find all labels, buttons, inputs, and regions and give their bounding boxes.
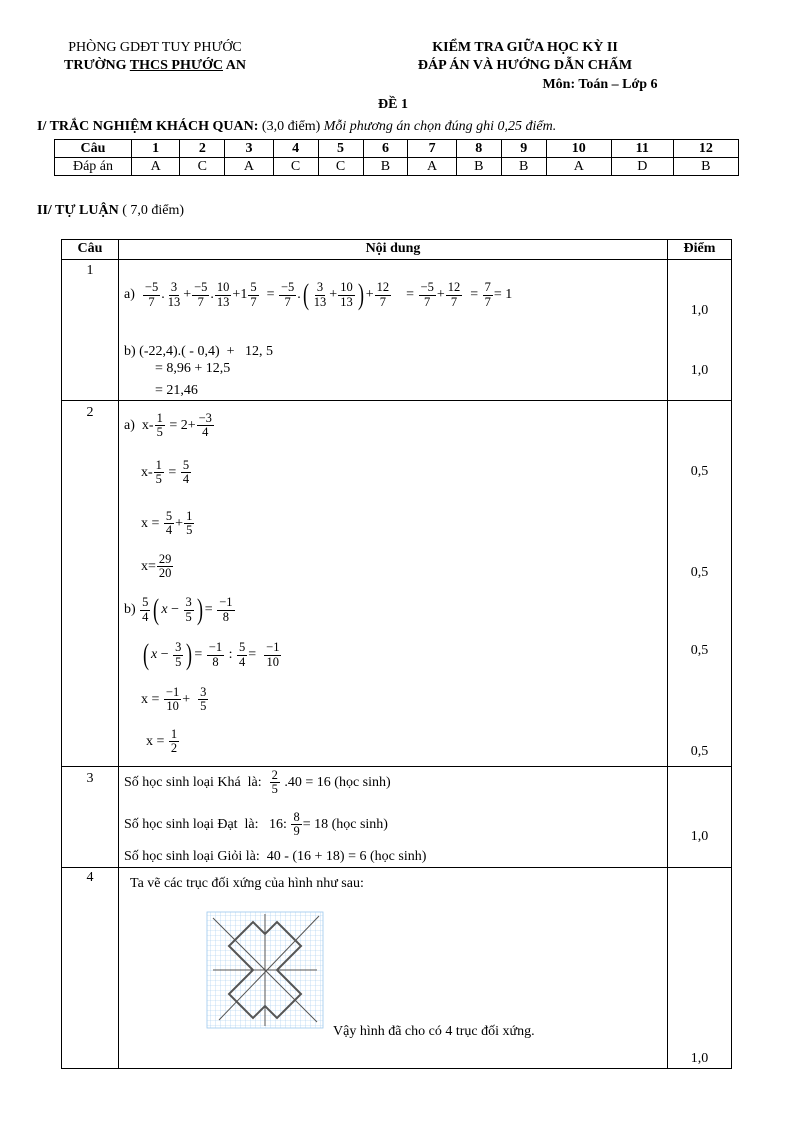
- answer-cell: C: [273, 158, 318, 176]
- school-name: TRƯỜNG THCS PHƯỚC AN: [64, 58, 246, 73]
- question-number: 2: [180, 140, 225, 158]
- question-number: 3: [86, 771, 94, 786]
- question-number: 11: [611, 140, 673, 158]
- q2b-step: x = $\frac{-1}{10}$ + $\frac{3}{5}$: [141, 685, 207, 714]
- q2a-step: x- $\frac{1}{5}$ = $\frac{5}{4}$: [141, 458, 190, 487]
- school-department: PHÒNG GDĐT TUY PHƯỚC: [68, 40, 242, 55]
- question-number: 1: [86, 263, 94, 278]
- q2a-result: x= $\frac{29}{20}$: [141, 552, 172, 581]
- col-header-score: Điểm: [683, 241, 716, 256]
- answer-cell: A: [132, 158, 180, 176]
- score: 0,5: [690, 464, 709, 479]
- score: 1,0: [690, 829, 709, 844]
- exam-code: ĐỀ 1: [378, 97, 408, 112]
- score: 0,5: [690, 744, 709, 759]
- q4-conclusion: Vậy hình đã cho có 4 trục đối xứng.: [333, 1024, 535, 1039]
- symmetry-figure: [205, 910, 325, 1030]
- answer-key-title: ĐÁP ÁN VÀ HƯỚNG DẪN CHẤM: [417, 58, 633, 73]
- question-number: 7: [408, 140, 456, 158]
- subject-title: Môn: Toán – Lớp 6: [542, 77, 658, 92]
- q1b-line: b) (-22,4).( - 0,4) + 12, 5: [124, 344, 274, 359]
- answer-cell: D: [611, 158, 673, 176]
- question-number: 8: [456, 140, 501, 158]
- q1b-line: = 21,46: [155, 383, 198, 398]
- answer-cell: C: [318, 158, 363, 176]
- question-row: [55, 140, 739, 158]
- exam-title: KIỂM TRA GIỮA HỌC KỲ II: [432, 40, 618, 55]
- question-number: 1: [132, 140, 180, 158]
- col-header-content: Nội dung: [365, 241, 421, 256]
- question-number: 9: [501, 140, 546, 158]
- score: 1,0: [690, 363, 709, 378]
- question-number: 4: [86, 870, 94, 885]
- q1b-line: = 8,96 + 12,5: [155, 361, 231, 376]
- col-header-question: Câu: [77, 241, 103, 256]
- answer-cell: B: [501, 158, 546, 176]
- q3-line: Số học sinh loại Đạt là: 16: $\frac{8}{9}$ = 18 (học sinh): [124, 810, 388, 839]
- q2a-step: x = $\frac{5}{4}$ + $\frac{1}{5}$: [141, 509, 193, 538]
- answer-cell: A: [546, 158, 611, 176]
- multiple-choice-table: [54, 139, 739, 176]
- part1-heading: I/ TRẮC NGHIỆM KHÁCH QUAN: (3,0 điểm) Mỗi phương án chọn đúng ghi 0,25 điểm.: [37, 119, 557, 134]
- question-number: 10: [546, 140, 611, 158]
- answer-cell: A: [225, 158, 273, 176]
- question-number: 6: [363, 140, 408, 158]
- answer-cell: C: [180, 158, 225, 176]
- score: 0,5: [690, 643, 709, 658]
- q2b-result: x = $\frac{1}{2}$: [146, 727, 178, 756]
- question-number: 3: [225, 140, 273, 158]
- answer-cell: B: [363, 158, 408, 176]
- row-label-question: Câu: [55, 140, 132, 158]
- part2-heading: II/ TỰ LUẬN ( 7,0 điểm): [37, 203, 185, 218]
- q3-line: Số học sinh loại Giỏi là: 40 - (16 + 18) = 6 (học sinh): [124, 849, 427, 864]
- question-number: 2: [86, 405, 94, 420]
- score: 1,0: [690, 1051, 709, 1066]
- q2a-equation: a) x- $\frac{1}{5}$ = 2+ $\frac{-3}{4}$: [124, 411, 212, 440]
- question-number: 4: [273, 140, 318, 158]
- question-number: 5: [318, 140, 363, 158]
- q3-line: Số học sinh loại Khá là: $\frac{2}{5}$ .40 = 16 (học sinh): [124, 768, 391, 797]
- row-label-answer: Đáp án: [55, 158, 132, 176]
- question-number: 12: [673, 140, 738, 158]
- answer-row: [55, 158, 739, 176]
- q2b-step: ( x − $\frac{3}{5}$ ) = $\frac{-1}{8}$ : $\frac{5}{4}$ = $\frac{-1}{10}$: [143, 638, 280, 671]
- q1a-expression: a) $\frac{-5}{7}$ . $\frac{3}{13}$ + $\frac{-5}{7}$ . $\frac{10}{13}$ +1 $\frac{5}{7}$ = $\frac{-5}{7}$ .( $\frac{3}{13}$ + $\frac{10}{13}$ ) + $\frac{12}{7}$ = $\frac{-5}{7}$ + $\frac{12}{7}$ = $\frac{7}{7}$ = 1: [124, 278, 513, 311]
- score: 0,5: [690, 565, 709, 580]
- q2b-equation: b) $\frac{5}{4}$ ( x − $\frac{3}{5}$ ) = $\frac{-1}{8}$: [124, 593, 233, 626]
- answer-cell: A: [408, 158, 456, 176]
- score: 1,0: [690, 303, 709, 318]
- q4-intro: Ta vẽ các trục đối xứng của hình như sau:: [130, 876, 364, 891]
- answer-cell: B: [673, 158, 738, 176]
- answer-cell: B: [456, 158, 501, 176]
